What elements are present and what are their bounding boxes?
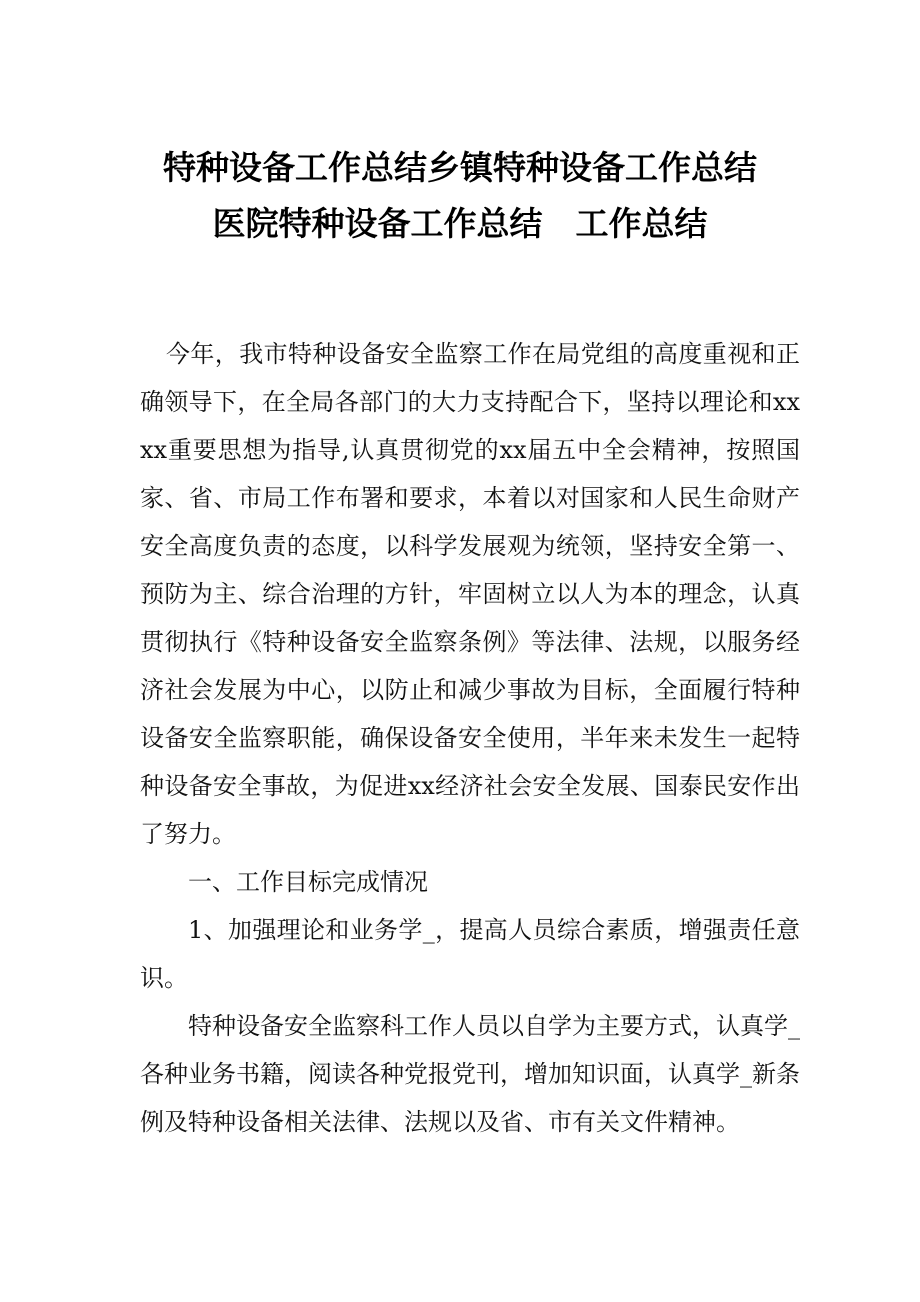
document-body bbox=[140, 330, 800, 1146]
paragraph-study: 特种设备安全监察科工作人员以自学为主要方式，认真学_各种业务书籍，阅读各种党报党刊，增加知识面，认真学_新条例及特种设备相关法律、法规以及省、市有关文件精神。 bbox=[140, 1012, 800, 1136]
paragraph-intro: 今年，我市特种设备安全监察工作在局党组的高度重视和正确领导下，在全局各部门的大力支持配合下，坚持以理论和xxxx重要思想为指导,认真贯彻党的xx届五中全会精神，按照国家、省、市局工作布署和要求，本着以对国家和人民生命财产安全高度负责的态度，以科学发展观为统领，坚持安全第一、预防为主、综合治理的方针，牢固树立以人为本的理念，认真贯彻执行《特种设备安全监察条例》等法律、法规，以服务经济社会发展为中心，以防止和减少事故为目标，全面履行特种设备安全监察职能，确保设备安全使用，半年来未发生一起特种设备安全事故，为促进xx经济社会安全发展、国泰民安作出了努力。 bbox=[140, 340, 800, 848]
document-title-line-2: 医院特种设备工作总结 工作总结 bbox=[212, 204, 708, 243]
section-heading: 一、工作目标完成情况 bbox=[188, 868, 428, 896]
document-title-line-1: 特种设备工作总结乡镇特种设备工作总结 bbox=[163, 148, 757, 187]
subsection-heading: 1、加强理论和业务学_，提高人员综合素质，增强责任意识。 bbox=[140, 916, 800, 992]
